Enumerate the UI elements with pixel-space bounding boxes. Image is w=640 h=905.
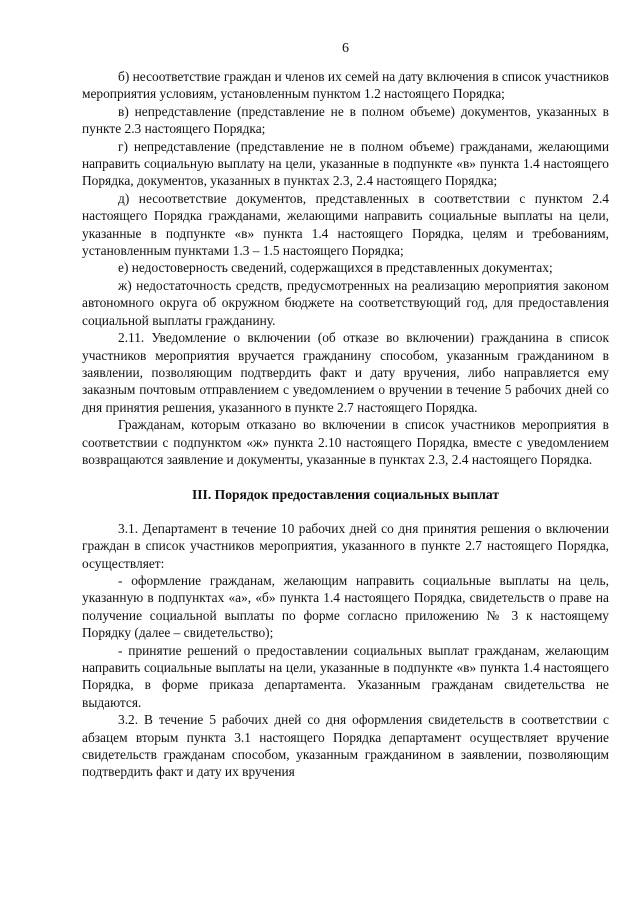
- paragraph-d: д) несоответствие документов, представленных в соответствии с пунктом 2.4 настоящего Порядка гражданами, желающими направить социальные выплаты на цели, указанные в подпункте «в» пункта 1.4 настоящего Порядка, целям и требованиям, установленным пунктами 1.3 – 1.5 настоящего Порядка;: [82, 190, 609, 259]
- paragraph-b: б) несоответствие граждан и членов их семей на дату включения в список участников мероприятия условиям, установленным пунктом 1.2 настоящего Порядка;: [82, 69, 609, 102]
- paragraph-e: е) недостоверность сведений, содержащихся в представленных документах;: [118, 260, 553, 276]
- document-page: [82, 0, 609, 781]
- paragraph-3-2: 3.2. В течение 5 рабочих дней со дня оформления свидетельств в соответствии с абзацем вторым пункта 3.1 настоящего Порядка департамент осуществляет вручение свидетельств гражданам способом, указанным гражданином в заявлении, позволяющим подтвердить факт и дату их вручения: [82, 712, 609, 780]
- paragraph-2-11: 2.11. Уведомление о включении (об отказе во включении) гражданина в список участников мероприятия вручается гражданину способом, указанным гражданином в заявлении, позволяющим подтвердить факт и дату вручения, либо направляется ему заказным почтовым отправлением с уведомлением о вручении в течение 5 рабочих дней со дня принятия решения, указанного в пункте 2.7 настоящего Порядка.: [82, 330, 609, 415]
- paragraph-3-1: 3.1. Департамент в течение 10 рабочих дней со дня принятия решения о включении граждан в список участников мероприятия, указанного в пункте 2.7 настоящего Порядка, осуществляет:: [82, 520, 609, 571]
- paragraph-g: г) непредставление (представление не в полном объеме) гражданами, желающими направить социальную выплату на цели, указанные в подпункте «в» пункта 1.4 настоящего Порядка, документов, указанных в пунктах 2.3, 2.4 настоящего Порядка;: [82, 138, 609, 189]
- paragraph-v: в) непредставление (представление не в полном объеме) документов, указанных в пункте 2.3 настоящего Порядка;: [82, 103, 609, 137]
- paragraph-3-1-item-2: - принятие решений о предоставлении социальных выплат гражданам, желающим направить социальные выплаты на цели, указанные в подпункте «в» пункта 1.4 настоящего Порядка, в форме приказа департамента. Указанным гражданам свидетельства не выдаются.: [82, 642, 609, 710]
- page-number: 6: [342, 41, 349, 56]
- paragraph-refusal-return: Гражданам, которым отказано во включении в список участников мероприятия в соответствии с подпунктом «ж» пункта 2.10 настоящего Порядка, вместе с уведомлением возвращаются заявление и документы, указанные в пунктах 2.3, 2.4 настоящего Порядка.: [82, 417, 609, 467]
- section-heading: III. Порядок предоставления социальных выплат: [191, 487, 500, 503]
- paragraph-3-1-item-1: - оформление гражданам, желающим направить социальные выплаты на цель, указанную в подпунктах «а», «б» пункта 1.4 настоящего Порядка, свидетельств о праве на получение социальной выплаты по форме согласно приложению № 3 к настоящему Порядку (далее – свидетельство);: [82, 572, 609, 641]
- paragraph-zh: ж) недостаточность средств, предусмотренных на реализацию мероприятия законом автономного округа об окружном бюджете на соответствующий год, для предоставления социальной выплаты гражданину.: [82, 277, 609, 328]
